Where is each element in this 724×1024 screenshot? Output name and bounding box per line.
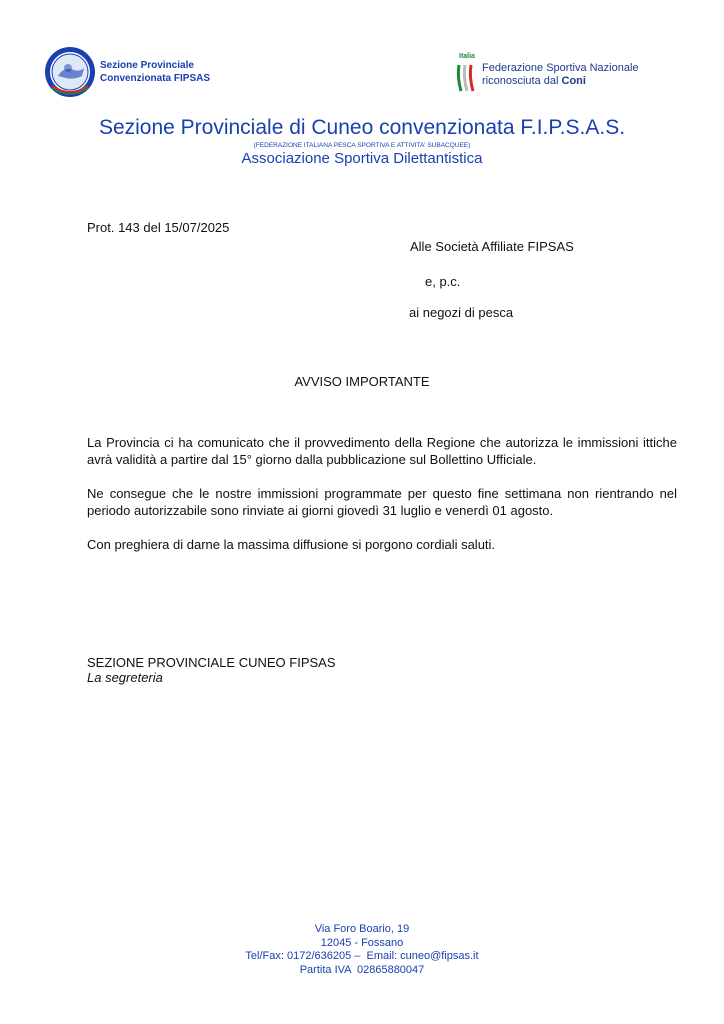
document-subtitle: Associazione Sportiva Dilettantistica (241, 150, 483, 167)
footer-contact-line: Tel/Fax: 0172/636205 – Email: cuneo@fipsas.it (245, 950, 479, 962)
footer-contacts (0, 923, 724, 977)
recipient-line-2: e, p.c. (425, 274, 461, 289)
letter-body (87, 434, 677, 570)
signature-organization: SEZIONE PROVINCIALE CUNEO FIPSAS (87, 655, 336, 670)
recipient-line-3: ai negozi di pesca (409, 305, 514, 320)
federation-full-name: (FEDERAZIONE ITALIANA PESCA SPORTIVA E ATTIVITA' SUBACQUEE) (253, 142, 471, 149)
right-logo-line2-prefix: riconosciuta dal (482, 75, 562, 87)
left-logo-line1: Sezione Provinciale (100, 60, 194, 71)
document-title: Sezione Provinciale di Cuneo convenzionata F.I.P.S.A.S. (98, 116, 626, 139)
footer-vat: Partita IVA 02865880047 (299, 963, 425, 976)
right-logo-line2-bold: Coni (561, 75, 586, 87)
body-paragraph-2: Ne consegue che le nostre immissioni programmate per questo fine settimana non rientrando nel periodo autorizzabile sono rinviate ai giorni giovedì 31 luglio e venerdì 01 agosto. (87, 486, 677, 518)
notice-heading: AVVISO IMPORTANTE (294, 374, 430, 389)
protocol-number: Prot. 143 del 15/07/2025 (87, 220, 230, 235)
right-logo-line1: Federazione Sportiva Nazionale (482, 62, 639, 74)
left-logo-line2: Convenzionata FIPSAS (100, 73, 211, 84)
left-logo-text (100, 59, 210, 85)
coni-flag-icon (455, 53, 479, 95)
fipsas-seal-logo (44, 46, 96, 98)
italia-label: Italia (459, 53, 475, 60)
signature-office: La segreteria (87, 670, 163, 685)
right-logo-line2 (482, 75, 639, 88)
footer-city: 12045 - Fossano (320, 936, 404, 949)
recipient-line-1: Alle Società Affiliate FIPSAS (410, 239, 574, 254)
footer-address: Via Foro Boario, 19 (314, 923, 410, 935)
right-logo-text (482, 62, 639, 88)
body-paragraph-3: Con preghiera di darne la massima diffusione si porgono cordiali saluti. (87, 537, 496, 552)
body-paragraph-1: La Provincia ci ha comunicato che il provvedimento della Regione che autorizza le immissioni ittiche avrà validità a partire dal 15° giorno dalla pubblicazione sul Bollettino Ufficiale. (87, 435, 677, 467)
